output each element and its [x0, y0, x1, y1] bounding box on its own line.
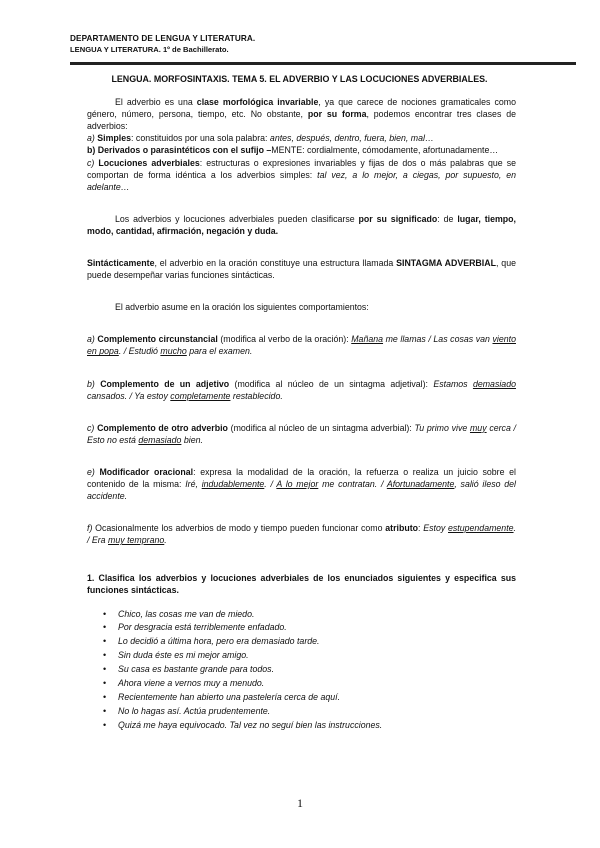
bullet-icon: • — [103, 608, 107, 619]
function-atributo: f) Ocasionalmente los adverbios de modo y tiempo pueden funcionar como atributo: Estoy estupendamente. / Era muy temprano. — [87, 523, 516, 546]
bullet-icon: • — [103, 622, 107, 633]
function-oracional: e) Modificador oracional: expresa la modalidad de la oración, la refuerza o realiza un juicio sobre el contenido de la misma: Iré, indudablemente. / A lo mejor me contratan. / Afortunadamente, salió ileso del accidente. — [87, 466, 517, 502]
list-item: • No lo hagas así. Actúa prudentemente. — [87, 705, 516, 719]
bullet-icon: • — [103, 678, 107, 689]
function-adv: c) Complemento de otro adverbio (modifica al núcleo de un sintagma adverbial): Tu primo vive muy cerca / Esto no está demasiado bien. — [87, 422, 516, 445]
list-item: • Lo decidió a última hora, pero era demasiado tarde. — [87, 635, 516, 649]
bullet-icon: • — [103, 705, 107, 716]
function-cc: a) Complemento circunstancial (modifica al verbo de la oración): Mañana me llamas / Las cosas van viento en popa. / Estudió mucho para el examen. — [87, 334, 516, 357]
bullet-icon: • — [103, 636, 107, 647]
document-title: LENGUA. MORFOSINTAXIS. TEMA 5. EL ADVERBIO Y LAS LOCUCIONES ADVERBIALES. — [111, 74, 488, 84]
intro-paragraph: El adverbio es una clase morfológica invariable, ya que carece de nociones gramaticales como género, número, persona, tiempo, etc. No obstante, por su forma, podemos encontrar tres clases de adverbios: — [87, 97, 516, 132]
behaviors-intro: El adverbio asume en la oración los siguientes comportamientos: — [115, 302, 369, 313]
meaning-paragraph: Los adverbios y locuciones adverbiales pueden clasificarse por su significado: de lugar, tiempo, modo, cantidad, afirmación, negación y duda. — [87, 213, 516, 236]
syntax-paragraph: Sintácticamente, el adverbio en la oración constituye una estructura llamada SINTAGMA ADVERBIAL, que puede desempeñar varias funciones sintácticas. — [87, 258, 516, 281]
page-header — [70, 34, 540, 54]
course-line: LENGUA Y LITERATURA. 1º de Bachillerato. — [70, 45, 229, 54]
bullet-icon: • — [103, 691, 107, 702]
list-item: • Por desgracia está terriblemente enfadado. — [87, 621, 516, 635]
department-line: DEPARTAMENTO DE LENGUA Y LITERATURA. — [70, 34, 256, 43]
exercise-list — [87, 608, 516, 733]
bullet-icon: • — [103, 664, 107, 675]
list-item: • Sin duda éste es mi mejor amigo. — [87, 649, 516, 663]
page-number: 1 — [297, 796, 303, 810]
header-rule — [70, 62, 576, 65]
list-item: • Quizá me haya equivocado. Tal vez no seguí bien las instrucciones. — [87, 719, 516, 733]
class-derivados: b) Derivados o parasintéticos con el sufijo –MENTE: cordialmente, cómodamente, afortunadamente… — [87, 145, 499, 156]
exercise-heading: 1. Clasifica los adverbios y locuciones adverbiales de los enunciados siguientes y especifica sus funciones sintácticas. — [87, 573, 516, 596]
class-simples: a) Simples: constituidos por una sola palabra: antes, después, dentro, fuera, bien, mal… — [87, 133, 434, 144]
list-item: • Recientemente han abierto una pastelería cerca de aquí. — [87, 691, 516, 705]
bullet-icon: • — [103, 719, 107, 730]
list-item: • Su casa es bastante grande para todos. — [87, 663, 516, 677]
function-adj: b) Complemento de un adjetivo (modifica al núcleo de un sintagma adjetival): Estamos demasiado cansados. / Ya estoy completamente restablecido. — [87, 378, 516, 401]
bullet-icon: • — [103, 650, 107, 661]
class-locuciones: c) Locuciones adverbiales: estructuras o expresiones invariables y fijas de dos o más palabras que se comportan de forma idéntica a los adverbios simples: tal vez, a lo mejor, a ciegas, por supuesto, en adelante… — [87, 157, 517, 192]
list-item: • Ahora viene a vernos muy a menudo. — [87, 677, 516, 691]
document-body — [87, 73, 516, 733]
list-item: • Chico, las cosas me van de miedo. — [87, 608, 516, 622]
